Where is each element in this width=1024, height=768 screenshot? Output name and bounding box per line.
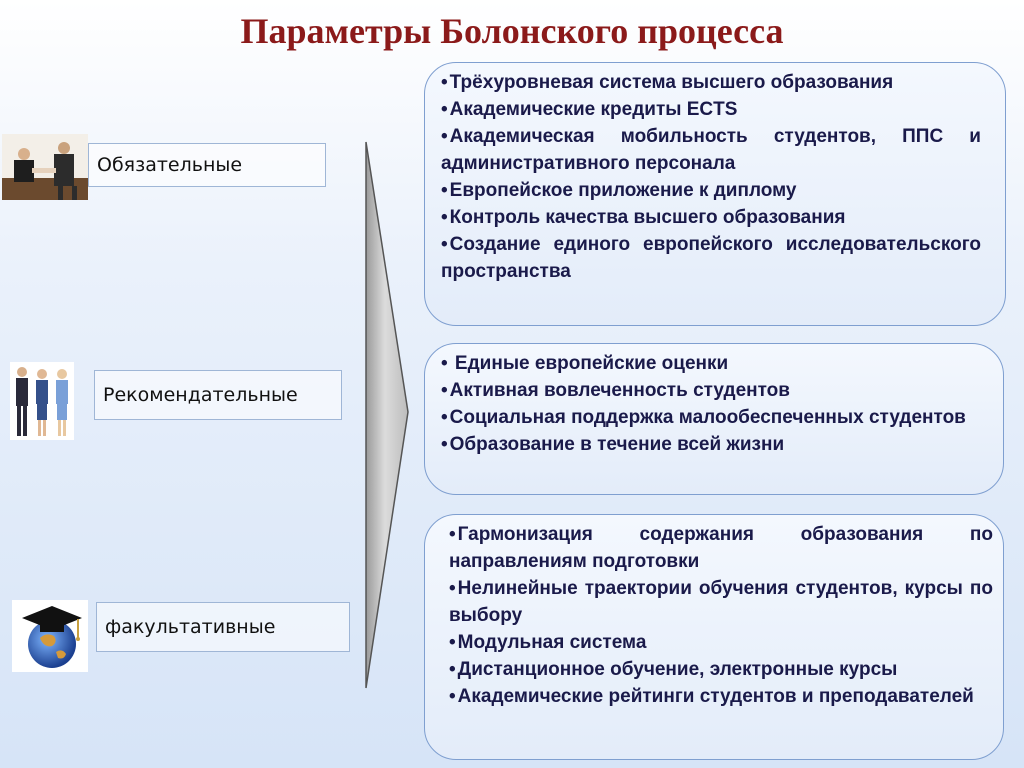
list-item-text: Социальная поддержка малообеспеченных студентов [449, 407, 966, 428]
bullet: • [441, 180, 448, 201]
list-item-text: Единые европейские оценки [449, 353, 729, 374]
list-item-text: Создание единого европейского исследовательского пространства [441, 234, 981, 282]
list-item-text: Трёхуровневая система высшего образования [449, 72, 894, 93]
bullet: • [449, 578, 456, 599]
category-label: факультативные [105, 616, 276, 638]
bullet: • [441, 207, 448, 228]
list-item-text: Дистанционное обучение, электронные курсы [457, 659, 898, 680]
category-optional [96, 602, 350, 652]
category-label: Рекомендательные [103, 384, 298, 406]
bullet: • [441, 126, 448, 147]
list-item [449, 521, 993, 575]
bullet: • [449, 659, 456, 680]
category-label: Обязательные [97, 154, 243, 176]
list-item [441, 231, 981, 285]
list-item-text: Европейское приложение к диплому [449, 180, 797, 201]
handshake-meeting-picture [2, 134, 88, 200]
list-item [449, 656, 993, 683]
category-mandatory [88, 143, 326, 187]
bullet: • [441, 407, 448, 428]
bullet: • [441, 72, 448, 93]
bullet: • [441, 380, 448, 401]
panel-recommended [424, 343, 1004, 495]
list-item-text: Академическая мобильность студентов, ППС и административного персонала [441, 126, 981, 174]
bullet: • [449, 524, 456, 545]
list-item [441, 377, 993, 404]
list-item-text: Контроль качества высшего образования [449, 207, 846, 228]
list-item-text: Гармонизация содержания образования по направлениям подготовки [449, 524, 993, 572]
list-item [441, 404, 993, 431]
panel-mandatory [424, 62, 1006, 326]
bullet: • [449, 686, 456, 707]
bullet: • [441, 353, 448, 374]
list-item-text: Академические кредиты ECTS [449, 99, 738, 120]
list-item [441, 350, 993, 377]
bullet: • [441, 434, 448, 455]
list-item [441, 177, 981, 204]
list-item-text: Нелинейные траектории обучения студентов, курсы по выбору [449, 578, 993, 626]
list-item [449, 629, 993, 656]
category-recommended [94, 370, 342, 420]
list-item-text: Академические рейтинги студентов и преподавателей [457, 686, 974, 707]
bullet: • [441, 99, 448, 120]
business-people-picture [10, 362, 74, 440]
bullet: • [441, 234, 448, 255]
list-item [441, 69, 981, 96]
graduation-globe-picture [12, 600, 88, 672]
business-people-icon [10, 362, 74, 440]
handshake-icon [2, 134, 88, 200]
list-item [449, 683, 993, 710]
list-item [441, 431, 993, 458]
list-item-text: Модульная система [457, 632, 647, 653]
list-item-text: Образование в течение всей жизни [449, 434, 785, 455]
list-item-text: Активная вовлеченность студентов [449, 380, 790, 401]
list-item [441, 96, 981, 123]
graduation-cap-globe-icon [12, 600, 88, 672]
page-title: Параметры Болонского процесса [240, 11, 784, 51]
list-item [449, 575, 993, 629]
bullet: • [449, 632, 456, 653]
panel-optional [424, 514, 1004, 760]
list-item [441, 204, 981, 231]
arrow-shape [360, 140, 412, 692]
list-item [441, 123, 981, 177]
